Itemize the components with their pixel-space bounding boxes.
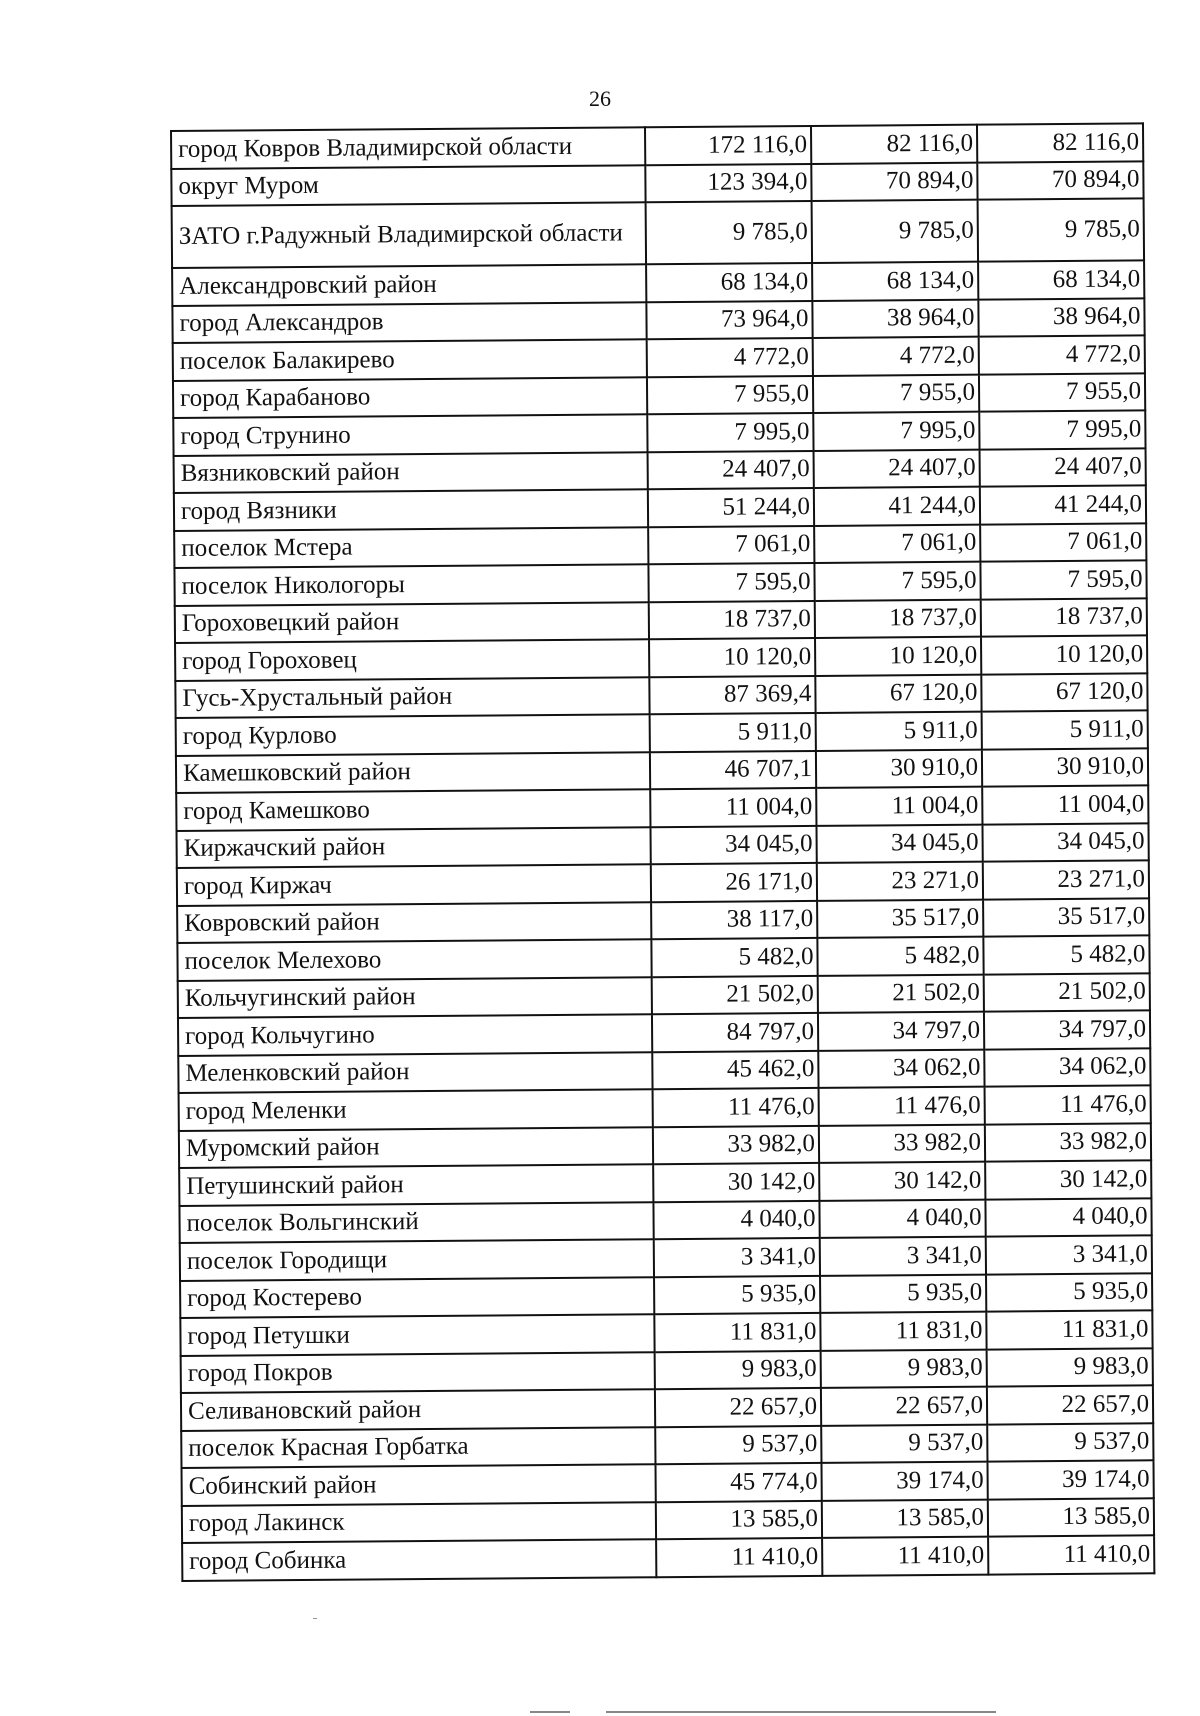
- municipality-name-cell: Собинский район: [182, 1464, 656, 1505]
- table-row: [172, 198, 1144, 268]
- value-cell-3: 67 120,0: [981, 673, 1147, 712]
- value-cell-3: 24 407,0: [980, 448, 1146, 487]
- value-cell-3: 7 061,0: [980, 523, 1146, 562]
- value-cell-2: 7 995,0: [813, 412, 979, 451]
- value-cell-1: 34 045,0: [650, 825, 816, 864]
- municipality-name-cell: Киржачский район: [177, 827, 651, 868]
- value-cell-3: 39 174,0: [987, 1460, 1153, 1499]
- value-cell-3: 9 785,0: [978, 198, 1144, 261]
- value-cell-2: 18 737,0: [815, 599, 981, 638]
- value-cell-1: 21 502,0: [652, 975, 818, 1014]
- municipality-name-cell: поселок Мстера: [174, 527, 648, 568]
- municipality-name-cell: город Петушки: [180, 1314, 654, 1355]
- value-cell-2: 68 134,0: [812, 262, 978, 301]
- value-cell-2: 30 142,0: [819, 1162, 985, 1201]
- value-cell-3: 11 476,0: [985, 1085, 1151, 1124]
- scan-mark: [313, 1618, 317, 1619]
- value-cell-1: 38 117,0: [651, 900, 817, 939]
- value-cell-3: 70 894,0: [977, 161, 1143, 200]
- value-cell-1: 13 585,0: [656, 1500, 822, 1539]
- value-cell-1: 30 142,0: [653, 1163, 819, 1202]
- municipality-name-cell: ЗАТО г.Радужный Владимирской области: [172, 202, 646, 268]
- value-cell-2: 7 595,0: [814, 562, 980, 601]
- value-cell-3: 34 045,0: [982, 823, 1148, 862]
- value-cell-1: 7 955,0: [647, 375, 813, 414]
- value-cell-2: 22 657,0: [821, 1387, 987, 1426]
- value-cell-3: 18 737,0: [981, 598, 1147, 637]
- value-cell-1: 68 134,0: [646, 263, 812, 302]
- scan-edge-line: [606, 1711, 996, 1713]
- municipality-name-cell: город Курлово: [176, 714, 650, 755]
- value-cell-2: 21 502,0: [818, 974, 984, 1013]
- municipality-name-cell: Петушинский район: [179, 1164, 653, 1205]
- page-number: 26: [589, 86, 611, 111]
- municipality-name-cell: город Кольчугино: [178, 1014, 652, 1055]
- municipality-name-cell: Меленковский район: [178, 1052, 652, 1093]
- value-cell-3: 7 955,0: [979, 373, 1145, 412]
- value-cell-3: 9 537,0: [987, 1423, 1153, 1462]
- value-cell-3: 5 482,0: [983, 935, 1149, 974]
- value-cell-2: 4 772,0: [813, 337, 979, 376]
- value-cell-2: 9 537,0: [821, 1424, 987, 1463]
- value-cell-1: 4 040,0: [653, 1200, 819, 1239]
- municipality-name-cell: Гусь-Хрустальный район: [175, 677, 649, 718]
- value-cell-2: 30 910,0: [816, 749, 982, 788]
- value-cell-2: 11 831,0: [820, 1312, 986, 1351]
- municipality-name-cell: город Вязники: [174, 489, 648, 530]
- municipality-name-cell: поселок Вольгинский: [179, 1202, 653, 1243]
- value-cell-3: 21 502,0: [984, 973, 1150, 1012]
- municipality-name-cell: город Гороховец: [175, 639, 649, 680]
- value-cell-1: 10 120,0: [649, 638, 815, 677]
- value-cell-2: 3 341,0: [820, 1237, 986, 1276]
- municipality-name-cell: город Костерево: [180, 1277, 654, 1318]
- value-cell-1: 24 407,0: [648, 450, 814, 489]
- allocation-table: [170, 122, 1155, 1581]
- value-cell-3: 68 134,0: [978, 260, 1144, 299]
- value-cell-1: 123 394,0: [645, 163, 811, 202]
- value-cell-2: 38 964,0: [812, 299, 978, 338]
- value-cell-2: 10 120,0: [815, 637, 981, 676]
- table-body: [171, 123, 1154, 1580]
- value-cell-1: 73 964,0: [646, 300, 812, 339]
- value-cell-3: 22 657,0: [987, 1385, 1153, 1424]
- value-cell-2: 13 585,0: [822, 1499, 988, 1538]
- value-cell-3: 5 911,0: [982, 710, 1148, 749]
- value-cell-1: 3 341,0: [654, 1238, 820, 1277]
- value-cell-1: 9 537,0: [655, 1425, 821, 1464]
- value-cell-1: 5 935,0: [654, 1275, 820, 1314]
- value-cell-2: 39 174,0: [821, 1462, 987, 1501]
- value-cell-2: 7 955,0: [813, 374, 979, 413]
- value-cell-1: 5 482,0: [651, 938, 817, 977]
- value-cell-3: 82 116,0: [977, 123, 1143, 162]
- value-cell-2: 70 894,0: [811, 162, 977, 201]
- value-cell-2: 5 482,0: [817, 937, 983, 976]
- value-cell-3: 13 585,0: [988, 1498, 1154, 1537]
- value-cell-1: 46 707,1: [650, 750, 816, 789]
- value-cell-1: 7 061,0: [648, 525, 814, 564]
- municipality-name-cell: город Камешково: [176, 789, 650, 830]
- value-cell-1: 7 995,0: [647, 413, 813, 452]
- value-cell-2: 9 983,0: [821, 1349, 987, 1388]
- municipality-name-cell: Александровский район: [172, 264, 646, 305]
- value-cell-3: 4 040,0: [985, 1198, 1151, 1237]
- value-cell-1: 33 982,0: [653, 1125, 819, 1164]
- municipality-name-cell: город Карабаново: [173, 377, 647, 418]
- value-cell-3: 30 142,0: [985, 1160, 1151, 1199]
- scan-edge-line: [530, 1711, 570, 1713]
- value-cell-3: 7 595,0: [980, 560, 1146, 599]
- value-cell-3: 23 271,0: [983, 860, 1149, 899]
- municipality-name-cell: город Струнино: [173, 414, 647, 455]
- value-cell-3: 7 995,0: [979, 410, 1145, 449]
- value-cell-2: 35 517,0: [817, 899, 983, 938]
- municipality-name-cell: город Лакинск: [182, 1502, 656, 1543]
- value-cell-3: 11 004,0: [982, 785, 1148, 824]
- value-cell-3: 4 772,0: [979, 335, 1145, 374]
- value-cell-1: 84 797,0: [652, 1013, 818, 1052]
- value-cell-3: 10 120,0: [981, 635, 1147, 674]
- municipality-name-cell: округ Муром: [171, 165, 645, 206]
- value-cell-2: 33 982,0: [819, 1124, 985, 1163]
- value-cell-3: 9 983,0: [987, 1348, 1153, 1387]
- municipality-name-cell: поселок Балакирево: [173, 339, 647, 380]
- value-cell-1: 51 244,0: [648, 488, 814, 527]
- municipality-name-cell: город Ковров Владимирской области: [171, 127, 645, 168]
- value-cell-2: 24 407,0: [814, 449, 980, 488]
- value-cell-1: 11 004,0: [650, 788, 816, 827]
- value-cell-2: 7 061,0: [814, 524, 980, 563]
- value-cell-1: 11 476,0: [653, 1088, 819, 1127]
- value-cell-1: 9 983,0: [655, 1350, 821, 1389]
- value-cell-2: 41 244,0: [814, 487, 980, 526]
- value-cell-3: 11 410,0: [988, 1535, 1154, 1574]
- value-cell-3: 11 831,0: [986, 1310, 1152, 1349]
- value-cell-2: 34 062,0: [818, 1049, 984, 1088]
- value-cell-3: 5 935,0: [986, 1273, 1152, 1312]
- value-cell-1: 26 171,0: [651, 863, 817, 902]
- value-cell-2: 4 040,0: [819, 1199, 985, 1238]
- table-row: [182, 1535, 1154, 1580]
- value-cell-3: 3 341,0: [986, 1235, 1152, 1274]
- value-cell-3: 35 517,0: [983, 898, 1149, 937]
- value-cell-3: 33 982,0: [985, 1123, 1151, 1162]
- municipality-name-cell: поселок Красная Горбатка: [181, 1427, 655, 1468]
- municipality-name-cell: город Киржач: [177, 864, 651, 905]
- value-cell-1: 172 116,0: [645, 126, 811, 165]
- municipality-name-cell: город Александров: [172, 302, 646, 343]
- value-cell-3: 34 062,0: [984, 1048, 1150, 1087]
- value-cell-1: 45 462,0: [652, 1050, 818, 1089]
- value-cell-1: 22 657,0: [655, 1388, 821, 1427]
- value-cell-3: 34 797,0: [984, 1010, 1150, 1049]
- municipality-name-cell: поселок Городищи: [180, 1239, 654, 1280]
- value-cell-2: 11 476,0: [819, 1087, 985, 1126]
- value-cell-2: 5 911,0: [816, 712, 982, 751]
- municipality-name-cell: город Меленки: [179, 1089, 653, 1130]
- value-cell-2: 34 045,0: [816, 824, 982, 863]
- value-cell-2: 34 797,0: [818, 1012, 984, 1051]
- municipality-name-cell: Селивановский район: [181, 1389, 655, 1430]
- value-cell-1: 9 785,0: [646, 201, 812, 264]
- municipality-name-cell: поселок Никологоры: [174, 564, 648, 605]
- municipality-name-cell: Гороховецкий район: [175, 602, 649, 643]
- municipality-name-cell: поселок Мелехово: [177, 939, 651, 980]
- value-cell-2: 5 935,0: [820, 1274, 986, 1313]
- value-cell-2: 82 116,0: [811, 125, 977, 164]
- value-cell-2: 23 271,0: [817, 862, 983, 901]
- value-cell-1: 11 410,0: [656, 1538, 822, 1577]
- value-cell-1: 45 774,0: [655, 1463, 821, 1502]
- value-cell-3: 41 244,0: [980, 485, 1146, 524]
- municipality-name-cell: Камешковский район: [176, 752, 650, 793]
- value-cell-1: 18 737,0: [649, 600, 815, 639]
- municipality-name-cell: Вязниковский район: [174, 452, 648, 493]
- value-cell-2: 11 004,0: [816, 787, 982, 826]
- municipality-name-cell: Ковровский район: [177, 902, 651, 943]
- value-cell-1: 4 772,0: [647, 338, 813, 377]
- municipality-name-cell: город Собинка: [182, 1539, 656, 1580]
- value-cell-2: 11 410,0: [822, 1537, 988, 1576]
- value-cell-3: 30 910,0: [982, 748, 1148, 787]
- value-cell-1: 87 369,4: [649, 675, 815, 714]
- municipality-name-cell: Муромский район: [179, 1127, 653, 1168]
- value-cell-3: 38 964,0: [978, 298, 1144, 337]
- value-cell-1: 7 595,0: [648, 563, 814, 602]
- value-cell-1: 11 831,0: [654, 1313, 820, 1352]
- municipality-name-cell: город Покров: [181, 1352, 655, 1393]
- municipality-name-cell: Кольчугинский район: [178, 977, 652, 1018]
- value-cell-2: 67 120,0: [815, 674, 981, 713]
- value-cell-1: 5 911,0: [650, 713, 816, 752]
- value-cell-2: 9 785,0: [812, 200, 978, 263]
